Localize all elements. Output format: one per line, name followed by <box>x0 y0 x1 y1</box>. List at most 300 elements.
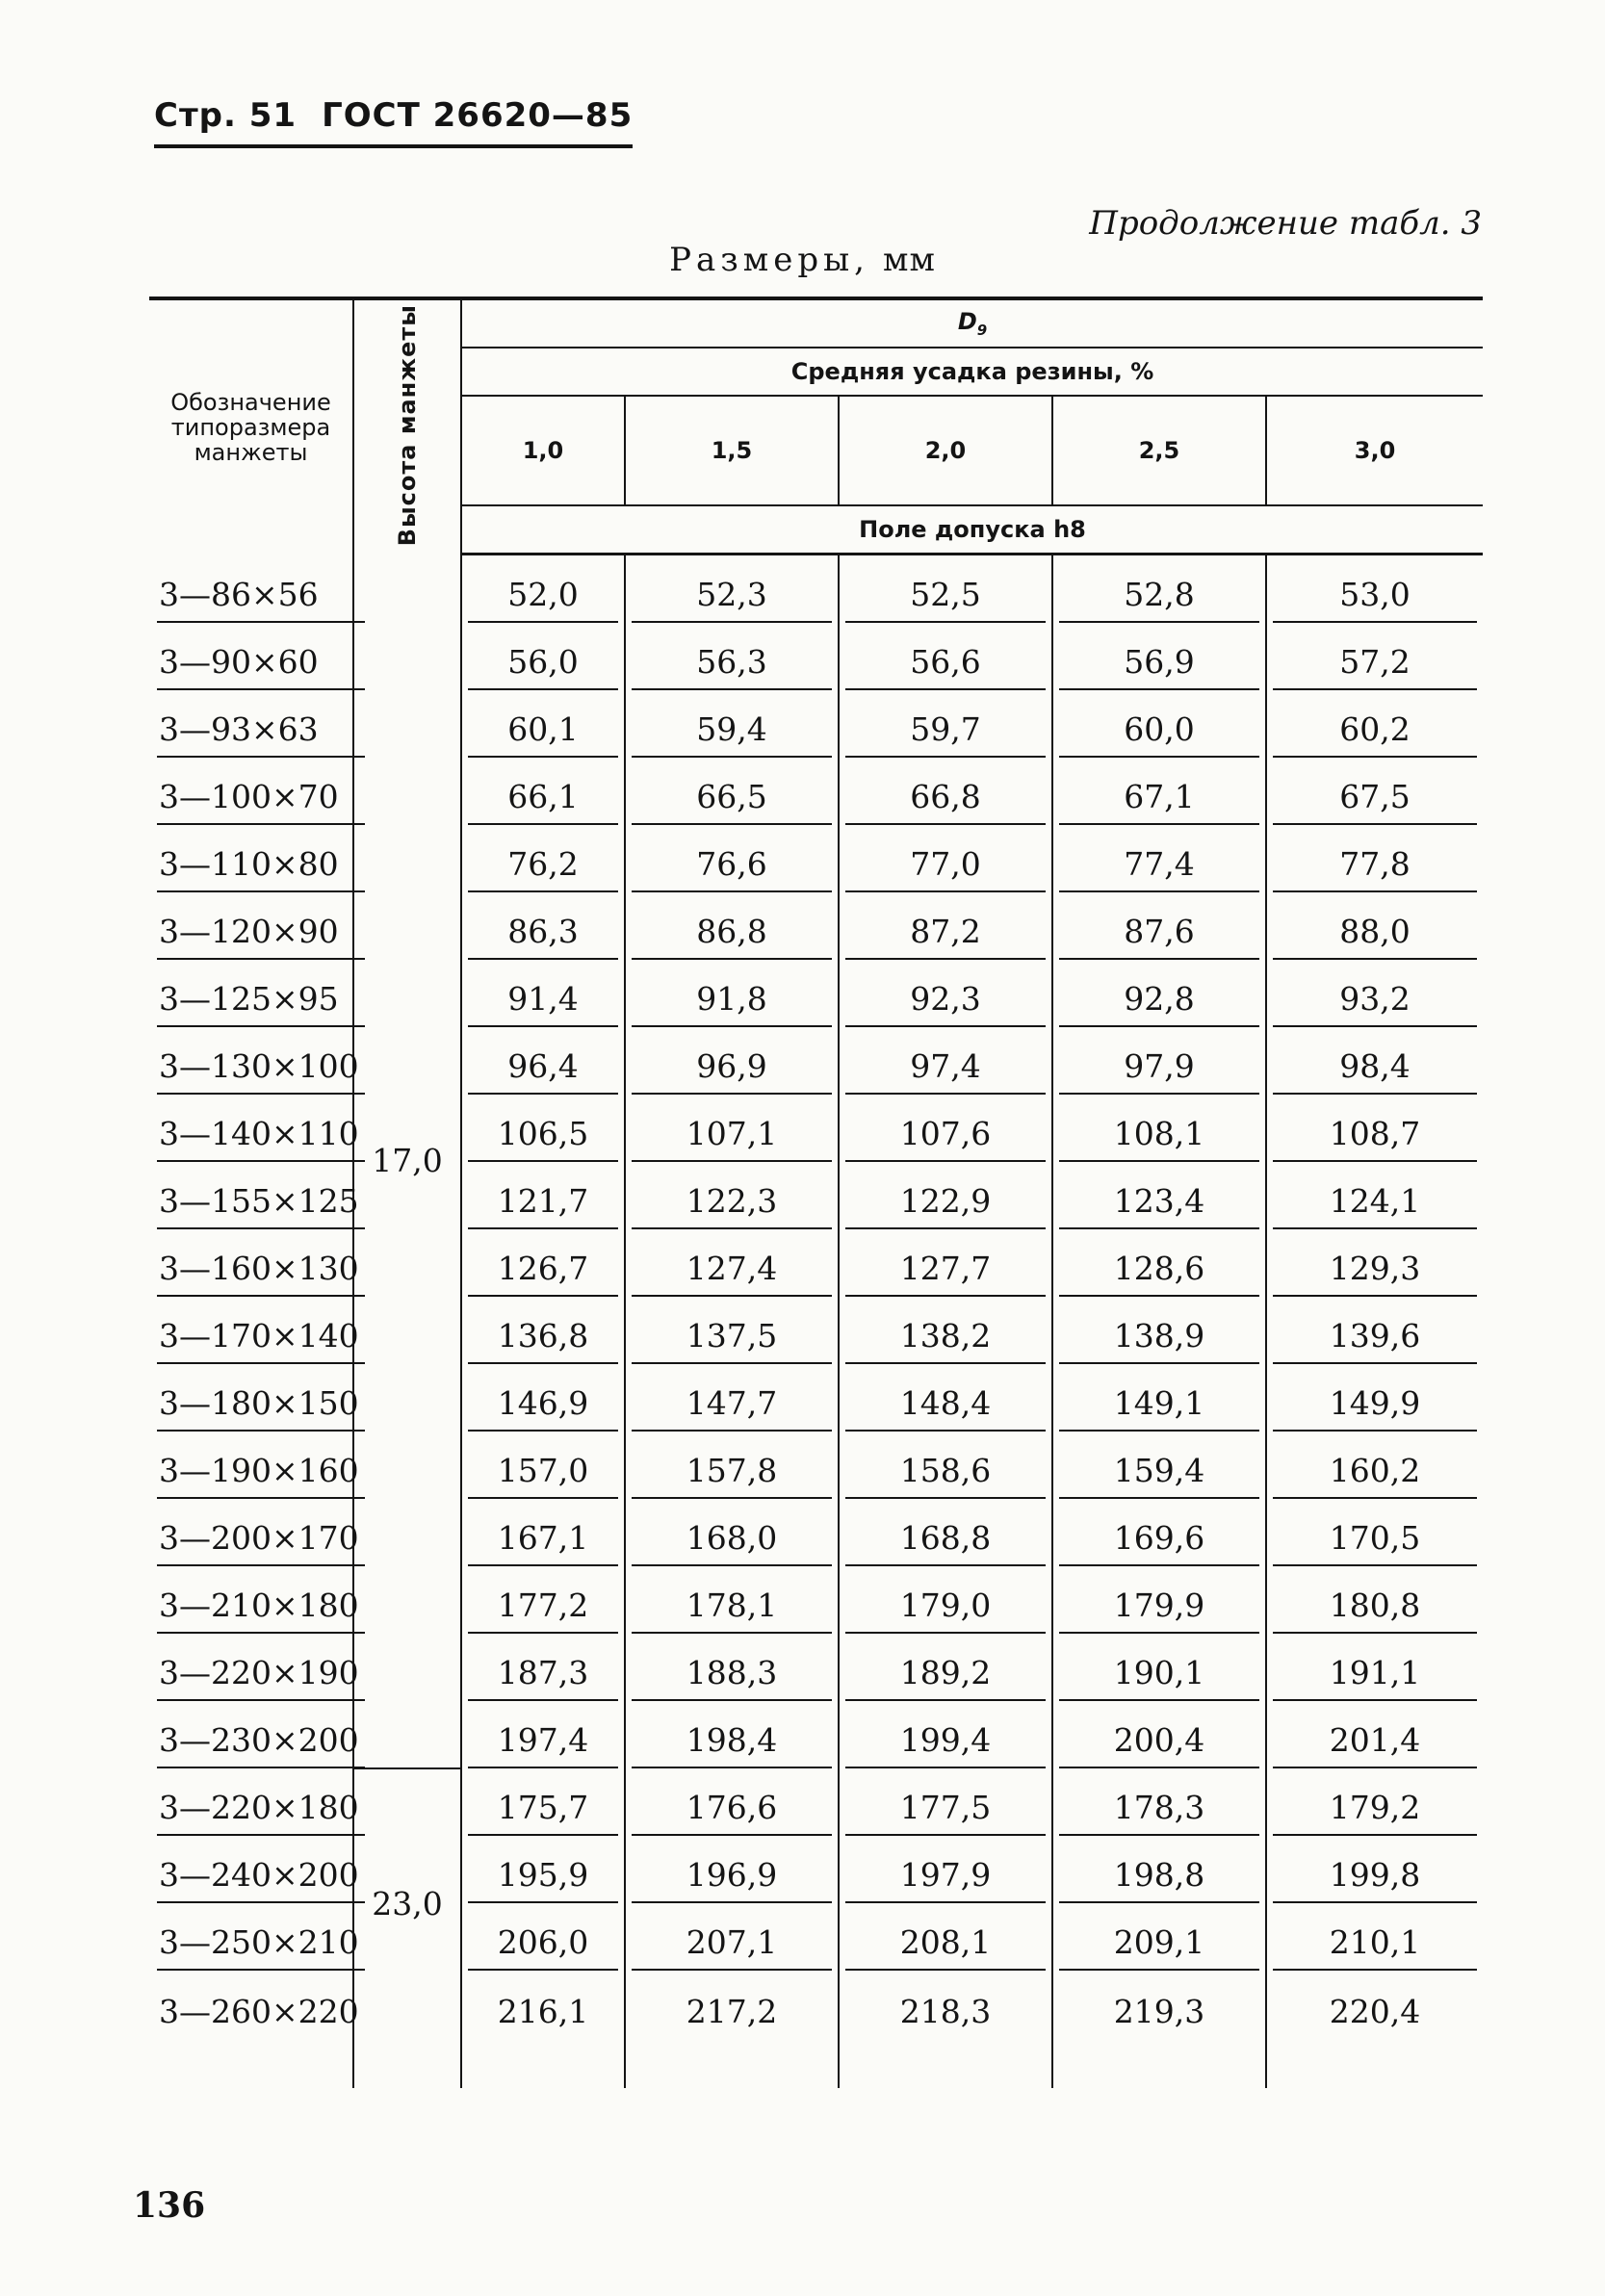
value-cell <box>625 1095 839 1162</box>
designation-text: 3—160×130 <box>157 1250 365 1297</box>
value-text: 209,1 <box>1059 1923 1259 1971</box>
value-cell <box>1266 1162 1483 1229</box>
value-text: 76,2 <box>468 845 618 892</box>
value-text: 168,8 <box>845 1519 1046 1566</box>
d9-subscript: 9 <box>976 321 988 339</box>
value-cell <box>839 1364 1052 1432</box>
table-row <box>149 960 1483 1027</box>
value-cell <box>625 555 839 624</box>
shrinkage-value: 3,0 <box>1266 396 1483 505</box>
value-text: 138,9 <box>1059 1317 1259 1364</box>
value-text: 66,1 <box>468 778 618 825</box>
designation-cell <box>149 1499 359 1566</box>
designation-cell <box>149 690 353 758</box>
value-cell <box>1052 1768 1266 1836</box>
value-cell <box>1266 1566 1483 1634</box>
value-cell <box>625 758 839 825</box>
col-header-height <box>353 300 461 555</box>
value-text: 196,9 <box>632 1856 832 1903</box>
value-text: 108,1 <box>1059 1115 1259 1162</box>
value-cell <box>625 690 839 758</box>
designation-cell <box>149 758 353 825</box>
designation-text: 3—170×140 <box>157 1317 365 1364</box>
value-text: 191,1 <box>1273 1654 1477 1701</box>
value-text: 92,8 <box>1059 980 1259 1027</box>
value-cell <box>461 555 625 624</box>
value-text: 158,6 <box>845 1452 1046 1499</box>
value-cell <box>461 1432 625 1499</box>
designation-text: 3—110×80 <box>157 845 365 892</box>
designation-text: 3—180×150 <box>157 1384 365 1432</box>
table-row <box>149 1768 1483 1836</box>
tail-cell <box>149 2038 353 2088</box>
value-text: 92,3 <box>845 980 1046 1027</box>
value-cell <box>1266 690 1483 758</box>
standard-number: ГОСТ 26620—85 <box>322 96 634 135</box>
designation-text: 3—190×160 <box>157 1452 365 1499</box>
designation-cell <box>149 892 353 960</box>
value-cell <box>1266 960 1483 1027</box>
value-text: 52,0 <box>468 576 618 623</box>
value-text: 86,3 <box>468 913 618 960</box>
tail-cell <box>1266 2038 1483 2088</box>
value-cell <box>839 892 1052 960</box>
value-cell <box>461 892 625 960</box>
value-cell <box>1266 1701 1483 1768</box>
value-cell <box>461 1903 625 1971</box>
designation-text: 3—220×180 <box>157 1789 365 1836</box>
page-number: 136 <box>133 2185 206 2226</box>
table-row <box>149 690 1483 758</box>
value-text: 179,2 <box>1273 1789 1477 1836</box>
value-text: 219,3 <box>1113 1993 1205 2030</box>
value-cell <box>1266 1971 1483 2038</box>
value-text: 60,2 <box>1273 710 1477 758</box>
value-cell <box>839 825 1052 892</box>
designation-text: 3—260×220 <box>159 1993 359 2030</box>
value-text: 220,4 <box>1329 1993 1421 2030</box>
value-cell <box>625 623 839 690</box>
designation-text: 3—100×70 <box>157 778 365 825</box>
value-text: 206,0 <box>468 1923 618 1971</box>
value-text: 136,8 <box>468 1317 618 1364</box>
value-text: 200,4 <box>1059 1721 1259 1768</box>
value-text: 56,0 <box>468 643 618 690</box>
value-text: 129,3 <box>1273 1250 1477 1297</box>
value-cell <box>1052 1903 1266 1971</box>
designation-text: 3—220×190 <box>157 1654 365 1701</box>
value-cell <box>1052 892 1266 960</box>
value-text: 52,8 <box>1059 576 1259 623</box>
table-row <box>149 1162 1483 1229</box>
value-text: 147,7 <box>632 1384 832 1432</box>
value-text: 59,7 <box>845 710 1046 758</box>
value-text: 167,1 <box>468 1519 618 1566</box>
value-cell <box>1266 1229 1483 1297</box>
value-text: 216,1 <box>497 1993 589 2030</box>
value-text: 52,5 <box>845 576 1046 623</box>
value-text: 127,4 <box>632 1250 832 1297</box>
value-text: 96,4 <box>468 1047 618 1095</box>
value-cell <box>461 1364 625 1432</box>
page-label: Стр. 51 <box>154 96 298 135</box>
value-cell <box>1052 1499 1266 1566</box>
value-text: 199,4 <box>845 1721 1046 1768</box>
table-row <box>149 1634 1483 1701</box>
value-cell <box>1052 555 1266 624</box>
value-text: 66,8 <box>845 778 1046 825</box>
value-text: 189,2 <box>845 1654 1046 1701</box>
value-text: 197,9 <box>845 1856 1046 1903</box>
shrinkage-value: 2,5 <box>1052 396 1266 505</box>
designation-cell <box>149 1634 359 1701</box>
value-text: 160,2 <box>1273 1452 1477 1499</box>
tolerance-header: Поле допуска h8 <box>461 505 1483 555</box>
table-row <box>149 1095 1483 1162</box>
value-text: 66,5 <box>632 778 832 825</box>
value-cell <box>1266 623 1483 690</box>
value-cell <box>1052 1432 1266 1499</box>
value-text: 107,1 <box>632 1115 832 1162</box>
value-cell <box>839 1634 1052 1701</box>
designation-cell <box>149 623 353 690</box>
value-text: 121,7 <box>468 1182 618 1229</box>
table-row <box>149 555 1483 624</box>
value-text: 157,8 <box>632 1452 832 1499</box>
value-text: 59,4 <box>632 710 832 758</box>
value-cell <box>839 1162 1052 1229</box>
value-cell <box>461 1971 625 2038</box>
value-text: 178,3 <box>1059 1789 1259 1836</box>
value-text: 56,9 <box>1059 643 1259 690</box>
height-cell: 17,0 <box>353 555 461 1769</box>
value-text: 217,2 <box>686 1993 778 2030</box>
value-text: 139,6 <box>1273 1317 1477 1364</box>
value-text: 198,8 <box>1059 1856 1259 1903</box>
value-text: 91,4 <box>468 980 618 1027</box>
value-text: 107,6 <box>845 1115 1046 1162</box>
value-text: 187,3 <box>468 1654 618 1701</box>
value-text: 56,6 <box>845 643 1046 690</box>
table-row <box>149 1903 1483 1971</box>
value-text: 60,0 <box>1059 710 1259 758</box>
tail-cell <box>839 2038 1052 2088</box>
value-cell <box>839 1971 1052 2038</box>
value-text: 178,1 <box>632 1587 832 1634</box>
value-text: 122,9 <box>845 1182 1046 1229</box>
designation-cell <box>149 1432 359 1499</box>
col-header-height-label: Высота манжеты <box>394 304 421 547</box>
shrinkage-value: 1,0 <box>461 396 625 505</box>
value-text: 98,4 <box>1273 1047 1477 1095</box>
designation-text: 3—120×90 <box>157 913 365 960</box>
value-text: 93,2 <box>1273 980 1477 1027</box>
value-cell <box>461 1701 625 1768</box>
value-cell <box>1266 1634 1483 1701</box>
value-text: 195,9 <box>468 1856 618 1903</box>
value-cell <box>839 1432 1052 1499</box>
value-cell <box>1052 623 1266 690</box>
designation-text: 3—90×60 <box>157 643 365 690</box>
value-text: 91,8 <box>632 980 832 1027</box>
value-text: 138,2 <box>845 1317 1046 1364</box>
value-text: 122,3 <box>632 1182 832 1229</box>
value-text: 157,0 <box>468 1452 618 1499</box>
value-cell <box>625 1634 839 1701</box>
designation-cell <box>149 1971 359 2038</box>
value-text: 128,6 <box>1059 1250 1259 1297</box>
value-text: 67,1 <box>1059 778 1259 825</box>
value-cell <box>1052 1701 1266 1768</box>
value-text: 77,4 <box>1059 845 1259 892</box>
value-text: 67,5 <box>1273 778 1477 825</box>
value-cell <box>625 1836 839 1903</box>
value-text: 137,5 <box>632 1317 832 1364</box>
value-text: 199,8 <box>1273 1856 1477 1903</box>
value-text: 190,1 <box>1059 1654 1259 1701</box>
designation-text: 3—240×200 <box>157 1856 365 1903</box>
value-cell <box>1266 1836 1483 1903</box>
d9-symbol: D <box>957 308 977 336</box>
value-cell <box>1052 1566 1266 1634</box>
value-cell <box>625 1229 839 1297</box>
value-cell <box>839 1566 1052 1634</box>
shrinkage-value: 1,5 <box>625 396 839 505</box>
designation-cell <box>149 1701 359 1768</box>
value-text: 87,6 <box>1059 913 1259 960</box>
group-header-shrinkage: Средняя усадка резины, % <box>461 348 1483 396</box>
value-text: 57,2 <box>1273 643 1477 690</box>
table-row <box>149 1971 1483 2038</box>
value-text: 179,0 <box>845 1587 1046 1634</box>
tail-cell <box>625 2038 839 2088</box>
tail-cell <box>353 2038 461 2088</box>
designation-cell <box>149 1297 359 1364</box>
value-text: 198,4 <box>632 1721 832 1768</box>
value-cell <box>839 1297 1052 1364</box>
value-text: 56,3 <box>632 643 832 690</box>
value-cell <box>1052 1836 1266 1903</box>
value-cell <box>1052 960 1266 1027</box>
value-cell <box>839 555 1052 624</box>
height-cell: 23,0 <box>353 1768 461 2038</box>
designation-cell <box>149 1027 359 1095</box>
value-text: 188,3 <box>632 1654 832 1701</box>
value-text: 208,1 <box>845 1923 1046 1971</box>
designation-text: 3—230×200 <box>157 1721 365 1768</box>
value-cell <box>461 1229 625 1297</box>
value-text: 106,5 <box>468 1115 618 1162</box>
group-header-d9 <box>461 300 1483 348</box>
table-row <box>149 623 1483 690</box>
value-cell <box>839 1701 1052 1768</box>
value-cell <box>1052 758 1266 825</box>
value-text: 148,4 <box>845 1384 1046 1432</box>
designation-text: 3—86×56 <box>157 576 365 623</box>
value-cell <box>1052 1095 1266 1162</box>
table-body <box>149 555 1483 2089</box>
value-text: 176,6 <box>632 1789 832 1836</box>
value-cell <box>461 1162 625 1229</box>
value-text: 60,1 <box>468 710 618 758</box>
tail-cell <box>1052 2038 1266 2088</box>
value-cell <box>1052 1162 1266 1229</box>
value-cell <box>625 1027 839 1095</box>
designation-cell <box>149 1162 359 1229</box>
value-cell <box>625 1297 839 1364</box>
value-text: 86,8 <box>632 913 832 960</box>
designation-cell <box>149 555 353 624</box>
value-text: 177,5 <box>845 1789 1046 1836</box>
value-cell <box>839 1499 1052 1566</box>
value-cell <box>839 1903 1052 1971</box>
value-cell <box>461 1027 625 1095</box>
value-text: 168,0 <box>632 1519 832 1566</box>
value-text: 108,7 <box>1273 1115 1477 1162</box>
value-cell <box>461 1297 625 1364</box>
value-cell <box>461 623 625 690</box>
table-row <box>149 1701 1483 1768</box>
designation-cell <box>149 1903 359 1971</box>
value-text: 159,4 <box>1059 1452 1259 1499</box>
designation-text: 3—200×170 <box>157 1519 365 1566</box>
value-cell <box>625 960 839 1027</box>
value-cell <box>461 1499 625 1566</box>
value-cell <box>1266 1768 1483 1836</box>
caption-unit: мм <box>883 241 936 279</box>
value-cell <box>1266 1297 1483 1364</box>
value-cell <box>839 758 1052 825</box>
page-header <box>154 96 633 148</box>
designation-cell <box>149 1364 359 1432</box>
value-text: 96,9 <box>632 1047 832 1095</box>
table-row <box>149 1297 1483 1364</box>
value-cell <box>839 1027 1052 1095</box>
designation-text: 3—125×95 <box>157 980 365 1027</box>
value-cell <box>1052 1634 1266 1701</box>
value-cell <box>839 623 1052 690</box>
value-text: 52,3 <box>632 576 832 623</box>
value-text: 218,3 <box>899 1993 992 2030</box>
value-cell <box>461 1566 625 1634</box>
value-cell <box>1266 555 1483 624</box>
dimensions-table <box>149 300 1483 2088</box>
value-cell <box>1266 1027 1483 1095</box>
designation-cell <box>149 1566 359 1634</box>
value-text: 127,7 <box>845 1250 1046 1297</box>
table-row <box>149 758 1483 825</box>
value-text: 179,9 <box>1059 1587 1259 1634</box>
value-cell <box>839 1095 1052 1162</box>
value-text: 146,9 <box>468 1384 618 1432</box>
table-row <box>149 1836 1483 1903</box>
value-cell <box>625 892 839 960</box>
value-cell <box>625 825 839 892</box>
table-caption <box>0 241 1605 279</box>
value-text: 77,0 <box>845 845 1046 892</box>
table-continuation-note: Продолжение табл. 3 <box>1089 204 1482 243</box>
value-cell <box>461 825 625 892</box>
designation-cell <box>149 825 353 892</box>
value-cell <box>461 1768 625 1836</box>
value-cell <box>461 1634 625 1701</box>
designation-cell <box>149 1229 359 1297</box>
value-cell <box>625 1903 839 1971</box>
value-text: 76,6 <box>632 845 832 892</box>
value-cell <box>625 1566 839 1634</box>
value-text: 123,4 <box>1059 1182 1259 1229</box>
value-cell <box>1266 1499 1483 1566</box>
value-cell <box>625 1432 839 1499</box>
table-row <box>149 1027 1483 1095</box>
value-cell <box>1052 1364 1266 1432</box>
value-text: 170,5 <box>1273 1519 1477 1566</box>
value-text: 53,0 <box>1273 576 1477 623</box>
value-text: 77,8 <box>1273 845 1477 892</box>
value-text: 126,7 <box>468 1250 618 1297</box>
value-cell <box>1052 1971 1266 2038</box>
value-cell <box>1052 825 1266 892</box>
value-cell <box>461 1095 625 1162</box>
value-text: 149,1 <box>1059 1384 1259 1432</box>
value-cell <box>625 1364 839 1432</box>
value-cell <box>1266 825 1483 892</box>
value-text: 207,1 <box>632 1923 832 1971</box>
caption-title: Размеры, <box>669 241 869 279</box>
value-cell <box>839 690 1052 758</box>
table-row <box>149 1229 1483 1297</box>
designation-text: 3—155×125 <box>157 1182 365 1229</box>
col-header-designation: Обозначение типоразмера манжеты <box>149 300 353 555</box>
value-text: 97,9 <box>1059 1047 1259 1095</box>
value-cell <box>839 1836 1052 1903</box>
value-cell <box>839 960 1052 1027</box>
value-text: 124,1 <box>1273 1182 1477 1229</box>
table-row <box>149 1364 1483 1432</box>
value-cell <box>461 960 625 1027</box>
value-cell <box>625 1701 839 1768</box>
value-cell <box>461 690 625 758</box>
designation-text: 3—250×210 <box>157 1923 365 1971</box>
value-cell <box>1052 690 1266 758</box>
value-text: 149,9 <box>1273 1384 1477 1432</box>
value-cell <box>1266 1903 1483 1971</box>
designation-cell <box>149 1095 359 1162</box>
designation-text: 3—210×180 <box>157 1587 365 1634</box>
value-text: 169,6 <box>1059 1519 1259 1566</box>
value-cell <box>461 1836 625 1903</box>
value-text: 88,0 <box>1273 913 1477 960</box>
value-text: 97,4 <box>845 1047 1046 1095</box>
value-cell <box>1052 1027 1266 1095</box>
tail-cell <box>461 2038 625 2088</box>
designation-cell <box>149 1836 359 1903</box>
value-cell <box>839 1768 1052 1836</box>
table-row <box>149 825 1483 892</box>
designation-text: 3—130×100 <box>157 1047 365 1095</box>
designation-cell <box>149 1768 359 1836</box>
value-cell <box>1266 758 1483 825</box>
value-text: 201,4 <box>1273 1721 1477 1768</box>
value-text: 210,1 <box>1273 1923 1477 1971</box>
value-cell <box>1052 1229 1266 1297</box>
value-text: 177,2 <box>468 1587 618 1634</box>
value-text: 87,2 <box>845 913 1046 960</box>
value-text: 175,7 <box>468 1789 618 1836</box>
value-cell <box>1266 892 1483 960</box>
value-cell <box>625 1768 839 1836</box>
value-cell <box>839 1229 1052 1297</box>
